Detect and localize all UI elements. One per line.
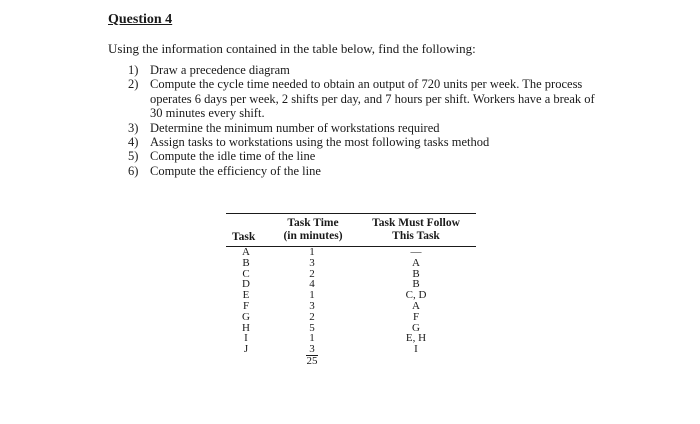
cell-follow: A bbox=[412, 299, 420, 312]
list-item bbox=[128, 164, 603, 178]
header-must-follow bbox=[362, 217, 470, 243]
list-item bbox=[128, 121, 603, 135]
cell-time: 1 bbox=[309, 246, 315, 258]
table-row bbox=[226, 279, 476, 290]
cell-follow: B bbox=[412, 267, 420, 280]
cell-time: 4 bbox=[309, 278, 315, 291]
cell-task: G bbox=[242, 310, 250, 323]
cell-time: 1 bbox=[309, 289, 315, 302]
header-task-time-line2: (in minutes) bbox=[283, 230, 343, 242]
cell-follow: E, H bbox=[405, 332, 427, 345]
header-task: Task bbox=[232, 231, 256, 243]
list-item bbox=[128, 63, 603, 77]
total-time: 25 bbox=[306, 354, 318, 367]
cell-task: F bbox=[242, 299, 250, 312]
cell-time: 5 bbox=[309, 321, 315, 334]
list-item bbox=[128, 149, 603, 163]
cell-follow: F bbox=[412, 310, 420, 323]
cell-time: 3 bbox=[309, 299, 315, 312]
cell-task: I bbox=[244, 332, 248, 345]
table-row bbox=[226, 312, 476, 323]
cell-task: D bbox=[242, 278, 250, 291]
item-text: Compute the cycle time needed to obtain an output of 720 units per week. The process operates 6 days per week, 2 shifts per day, and 7 hours per shift. Workers have a break of 30 minutes every shift. bbox=[150, 77, 595, 121]
item-number: 3) bbox=[128, 120, 139, 135]
item-number: 6) bbox=[128, 163, 139, 178]
item-text: Draw a precedence diagram bbox=[150, 63, 290, 77]
question-intro: Using the information contained in the table below, find the following: bbox=[108, 41, 476, 56]
item-text: Determine the minimum number of workstations required bbox=[150, 120, 440, 135]
task-table bbox=[226, 213, 476, 366]
question-list bbox=[128, 63, 603, 178]
cell-task: B bbox=[242, 256, 250, 269]
header-task-time bbox=[278, 217, 348, 243]
header-task-time-line1: Task Time bbox=[287, 217, 339, 229]
cell-follow: — bbox=[410, 246, 422, 258]
cell-follow: G bbox=[412, 321, 420, 334]
table-row bbox=[226, 301, 476, 312]
cell-follow: A bbox=[412, 256, 420, 269]
item-text: Compute the idle time of the line bbox=[150, 149, 316, 164]
table-header bbox=[226, 213, 476, 247]
cell-task: H bbox=[242, 321, 250, 334]
cell-task: A bbox=[242, 246, 250, 258]
cell-follow: B bbox=[412, 278, 420, 291]
cell-time: 2 bbox=[309, 310, 315, 323]
table-row bbox=[226, 323, 476, 334]
table-row bbox=[226, 344, 476, 355]
cell-task: C bbox=[242, 267, 250, 280]
item-number: 2) bbox=[128, 77, 139, 92]
table-row bbox=[226, 258, 476, 269]
table-row bbox=[226, 290, 476, 301]
table-row bbox=[226, 269, 476, 280]
list-item bbox=[128, 77, 603, 120]
cell-time: 2 bbox=[309, 267, 315, 280]
list-item bbox=[128, 135, 603, 149]
table-row bbox=[226, 333, 476, 344]
table-row bbox=[226, 247, 476, 258]
item-number: 5) bbox=[128, 149, 139, 164]
header-must-follow-line2: This Task bbox=[392, 230, 440, 242]
cell-time: 3 bbox=[309, 343, 315, 356]
question-title: Question 4 bbox=[108, 12, 173, 27]
cell-follow: C, D bbox=[405, 289, 427, 302]
item-text: Assign tasks to workstations using the most following tasks method bbox=[150, 135, 490, 150]
cell-time: 1 bbox=[309, 332, 315, 345]
cell-follow: I bbox=[414, 343, 418, 356]
item-number: 1) bbox=[128, 63, 139, 77]
header-must-follow-line1: Task Must Follow bbox=[372, 217, 460, 229]
item-number: 4) bbox=[128, 135, 139, 150]
table-total-row bbox=[226, 355, 476, 366]
item-text: Compute the efficiency of the line bbox=[150, 163, 321, 178]
cell-task: J bbox=[243, 343, 249, 356]
cell-task: E bbox=[242, 289, 250, 302]
cell-time: 3 bbox=[309, 256, 315, 269]
table-body bbox=[226, 247, 476, 366]
